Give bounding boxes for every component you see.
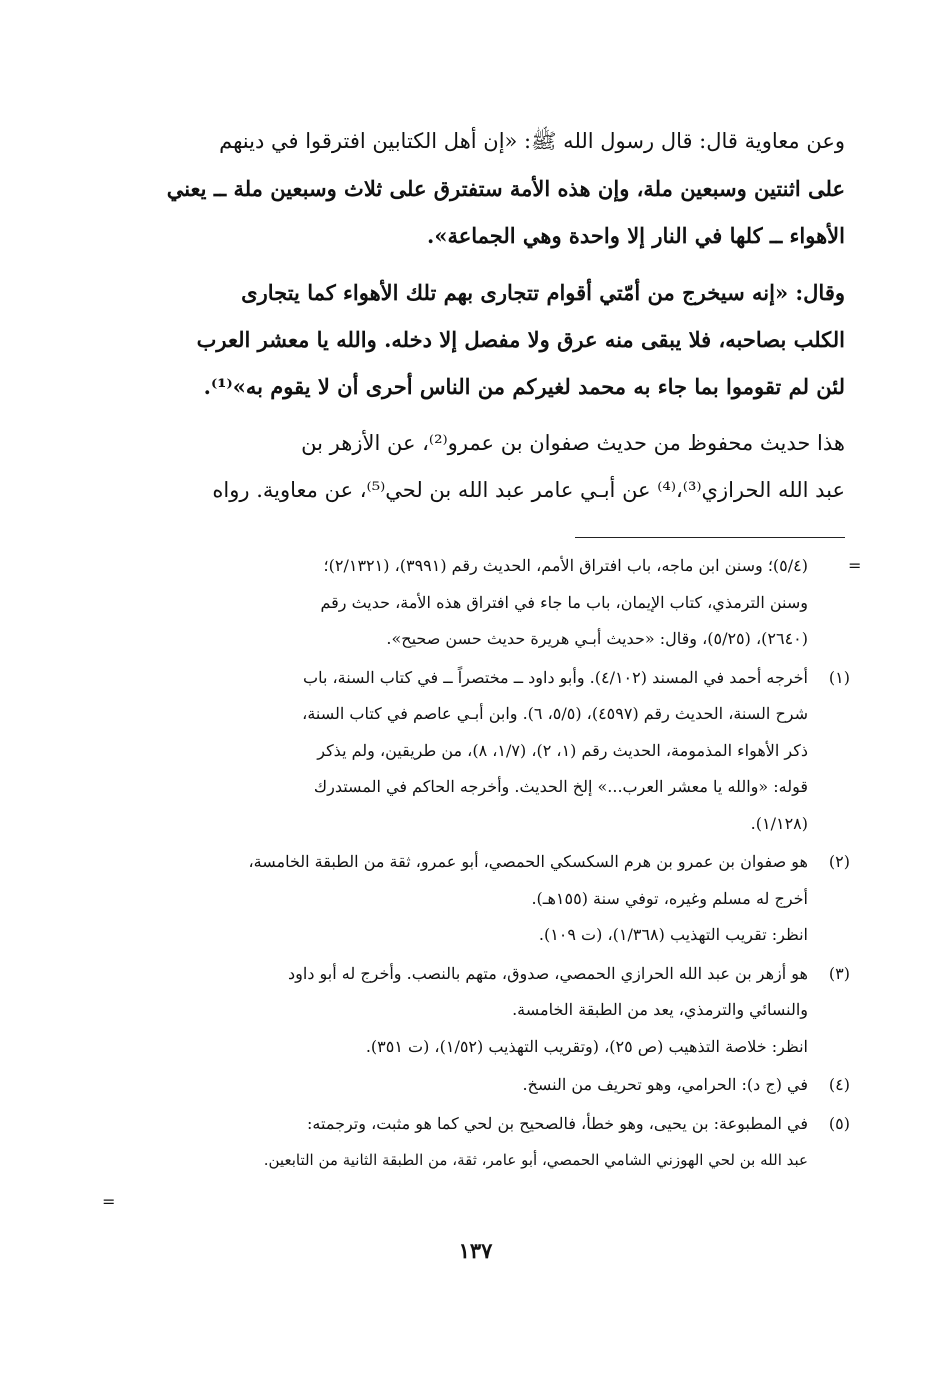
text-line: هذا حديث محفوظ من حديث صفوان بن عمرو⁽²⁾، عن الأزهر بن: [301, 431, 845, 455]
footnote-divider: [575, 537, 845, 538]
footnote-line: في (ج د): الحرامي، وهو تحريف من النسخ.: [522, 1075, 808, 1094]
footnote-number: (١): [828, 667, 850, 687]
text-line: الكلب بصاحبه، فلا يبقى منه عرق ولا مفصل إلا دخله. والله يا معشر العرب: [196, 327, 845, 352]
footnote-line: في المطبوعة: بن يحيى، وهو خطأ، فالصحيح بن لحي كما هو مثبت، وترجمته:: [307, 1113, 808, 1133]
footnote-line: (٢٦٤٠)، (٥/٢٥)، وقال: «حديث أبـي هريرة حديث حسن صحيح».: [386, 629, 808, 648]
footnote-4: [110, 1067, 850, 1104]
text-line: عبد الله الحرازي⁽³⁾،⁽⁴⁾ عن أبـي عامر عبد الله بن لحي⁽⁵⁾، عن معاوية. رواه: [212, 478, 845, 502]
footnote-2: [110, 844, 850, 954]
footnote-5: [110, 1106, 850, 1179]
footnote-line: أخرجه أحمد في المسند (٤/١٠٢). وأبو داود ــ مختصراً ــ في كتاب السنة، باب: [303, 667, 808, 687]
text-line: الأهواء ــ كلها في النار إلا واحدة وهي الجماعة».: [427, 223, 845, 248]
footnote-number: (٣): [828, 963, 850, 983]
continuation-mark-bottom: =: [102, 1192, 116, 1211]
text-line: وقال: «إنه سيخرج من أمّتي أقوام تتجارى بهم تلك الأهواء كما يتجارى: [241, 280, 845, 305]
paragraph-commentary: [125, 420, 845, 514]
footnote-line: (١/١٢٨).: [750, 813, 808, 833]
footnote-line: أخرج له مسلم وغيره، توفي سنة (١٥٥هـ).: [531, 888, 808, 908]
footnote-line: انظر: خلاصة التذهيب (ص ٢٥)، (وتقريب التهذيب (١/٥٢)، (ت ٣٥١).: [365, 1036, 808, 1056]
footnote-line: شرح السنة، الحديث رقم (٤٥٩٧)، (٥/٥، ٦). وابن أبـي عاصم في كتاب السنة،: [302, 704, 808, 723]
footnotes: [110, 548, 850, 1181]
paragraph-hadith-2: [125, 269, 845, 410]
footnote-line: عبد الله بن لحي الهوزني الشامي الحمصي، أبو عامر، ثقة، من الطبقة الثانية من التابعين.: [263, 1151, 808, 1169]
text-line: لئن لم تقوموا بما جاء به محمد لغيركم من الناس أحرى أن لا يقوم به»⁽¹⁾.: [203, 374, 845, 399]
paragraph-hadith-1: [125, 118, 845, 259]
footnote-line: هو صفوان بن عمرو بن هرم السكسكي الحمصي، أبو عمرو، ثقة من الطبقة الخامسة،: [248, 852, 808, 871]
footnote-number: (٢): [828, 852, 850, 871]
footnote-number: (٤): [828, 1075, 850, 1094]
footnote-1: [110, 660, 850, 843]
footnote-3: [110, 956, 850, 1066]
footnote-continuation: [110, 548, 850, 658]
footnote-number: (٥): [828, 1113, 850, 1133]
page-number: ١٣٧: [458, 1238, 493, 1263]
continuation-mark-top: =: [848, 556, 862, 575]
text-line: وعن معاوية قال: قال رسول الله ﷺ: «إن أهل الكتابين افترقوا في دينهم: [219, 129, 845, 153]
footnote-line: والنسائي والترمذي، يعد من الطبقة الخامسة.: [512, 1000, 808, 1019]
footnote-line: وسنن الترمذي، كتاب الإيمان، باب ما جاء في افتراق هذه الأمة، حديث رقم: [320, 592, 808, 612]
main-text: [125, 118, 845, 524]
text-line: على اثنتين وسبعين ملة، وإن هذه الأمة ستفترق على ثلاث وسبعين ملة ــ يعني: [166, 176, 845, 201]
footnote-line: هو أزهر بن عبد الله الحرازي الحمصي، صدوق، متهم بالنصب. وأخرج له أبو داود: [288, 963, 808, 983]
footnote-line: (٥/٤)؛ وسنن ابن ماجه، باب افتراق الأمم، الحديث رقم (٣٩٩١)، (٢/١٣٢١)؛: [323, 556, 808, 575]
footnote-line: قوله: «والله يا معشر العرب...» إلخ الحديث. وأخرجه الحاكم في المستدرك: [313, 777, 808, 796]
footnote-line: انظر: تقريب التهذيب (١/٣٦٨)، (ت ١٠٩).: [538, 925, 808, 944]
footnote-line: ذكر الأهواء المذمومة، الحديث رقم (١، ٢)، (١/٧، ٨)، من طريقين، ولم يذكر: [317, 740, 808, 760]
